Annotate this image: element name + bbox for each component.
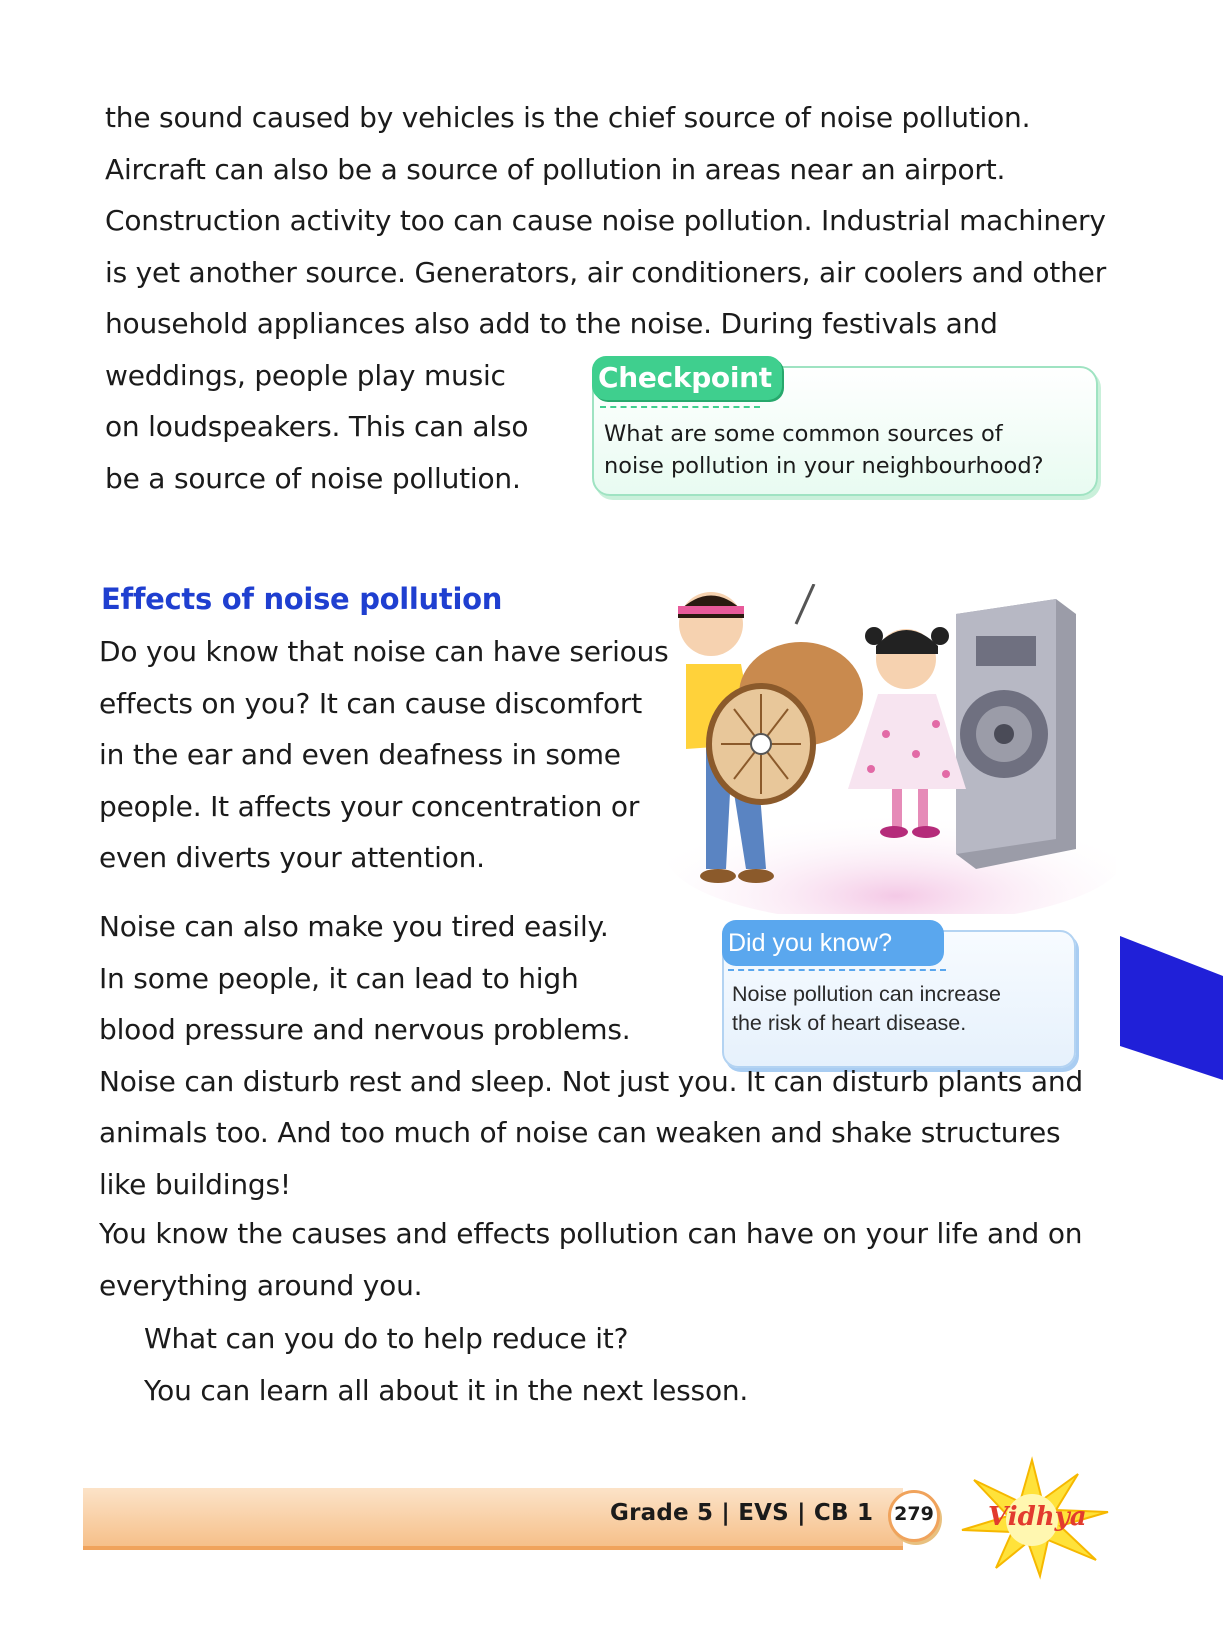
text-line: in the ear and even deafness in some — [99, 738, 621, 771]
effects-paragraph-3 — [99, 1208, 1082, 1311]
text-line: noise pollution in your neighbourhood? — [604, 453, 1044, 479]
closing-questions — [144, 1313, 748, 1416]
text-line: You can learn all about it in the next lesson. — [144, 1373, 749, 1407]
text-line: on loudspeakers. This can also — [105, 410, 529, 443]
text-line: Noise pollution can increase — [732, 982, 1001, 1006]
text-line: Construction activity too can cause noise pollution. Industrial machinery — [105, 204, 1106, 237]
text-line: everything around you. — [99, 1268, 423, 1302]
text-line: weddings, people play music — [105, 358, 506, 392]
boy-drum-girl-speaker-illustration — [656, 584, 1116, 914]
text-line: In some people, it can lead to high — [99, 961, 579, 995]
text-line: What are some common sources of — [604, 421, 1003, 447]
text-line: What can you do to help reduce it? — [144, 1322, 629, 1355]
text-line: the sound caused by vehicles is the chief source of noise pollution. — [105, 101, 1031, 134]
text-line: Do you know that noise can have serious — [99, 635, 669, 668]
page-number: 279 — [894, 1503, 934, 1525]
did-you-know-title: Did you know? — [722, 920, 944, 966]
text-line: animals too. And too much of noise can weaken and shake structures — [99, 1116, 1061, 1149]
text-line: the risk of heart disease. — [732, 1011, 967, 1035]
logo-wordmark: Vidhya — [988, 1502, 1087, 1532]
section-heading: Effects of noise pollution — [101, 582, 503, 616]
effects-paragraph-2 — [99, 901, 1083, 1210]
text-line: like buildings! — [99, 1167, 291, 1201]
text-line: effects on you? It can cause discomfort — [99, 686, 642, 720]
effects-paragraph-1 — [99, 626, 669, 884]
text-line: is yet another source. Generators, air conditioners, air coolers and other — [105, 255, 1107, 289]
chapter-edge-tab — [1120, 936, 1223, 1080]
checkpoint-divider — [600, 406, 760, 408]
text-line: Aircraft can also be a source of pollution in areas near an airport. — [105, 152, 1006, 186]
text-line: even diverts your attention. — [99, 841, 485, 874]
text-line: Noise can also make you tired easily. — [99, 910, 609, 943]
text-line: blood pressure and nervous problems. — [99, 1013, 631, 1046]
text-line: household appliances also add to the noise. During festivals and — [105, 307, 998, 340]
text-line: be a source of noise pollution. — [105, 461, 521, 495]
checkpoint-title: Checkpoint — [592, 356, 782, 400]
text-line: people. It affects your concentration or — [99, 789, 640, 823]
checkpoint-question — [604, 418, 1044, 482]
text-line: Noise can disturb rest and sleep. Not just you. It can disturb plants and — [99, 1064, 1083, 1098]
footer-grade-subject: Grade 5 | EVS | CB 1 — [610, 1500, 874, 1526]
text-line: You know the causes and effects pollution can have on your life and on — [99, 1217, 1083, 1250]
